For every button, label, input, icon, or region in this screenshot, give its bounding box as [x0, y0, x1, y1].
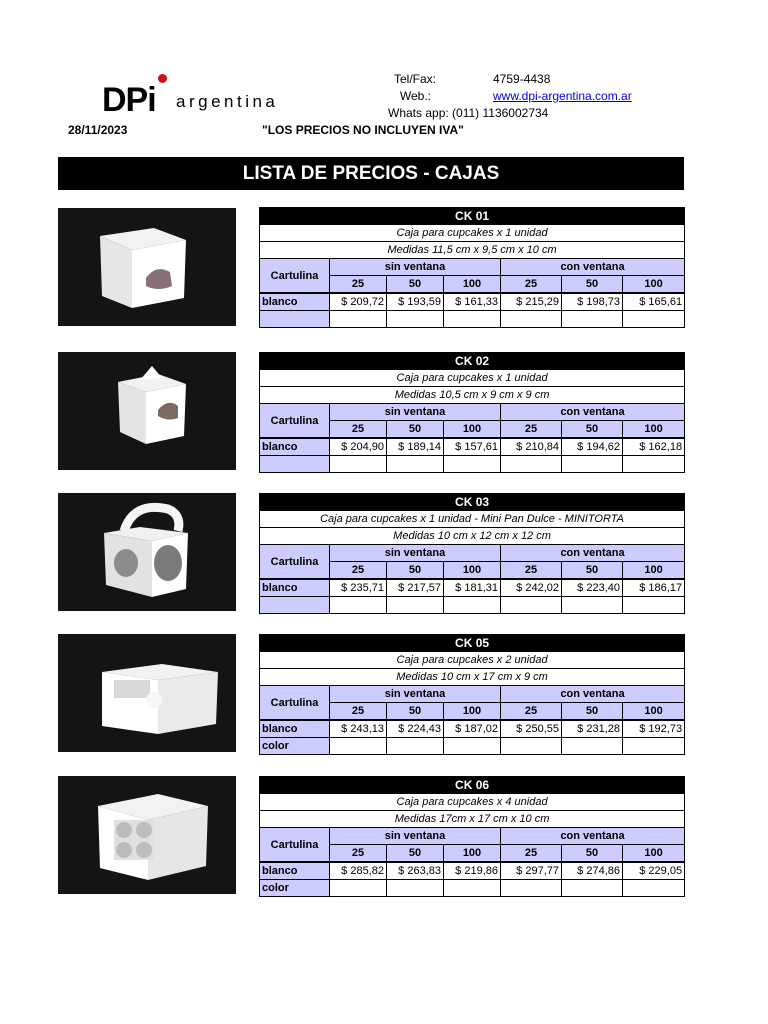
price-cell — [330, 311, 387, 328]
cartulina-header: Cartulina — [260, 404, 330, 439]
price-table-ck01 — [259, 207, 684, 328]
price-table-ck03 — [259, 493, 684, 614]
price-cell — [623, 456, 685, 473]
product-measures: Medidas 11,5 cm x 9,5 cm x 10 cm — [260, 242, 685, 259]
row-label — [260, 456, 330, 473]
logo-dpi: DPi — [102, 81, 156, 119]
qty-header: 50 — [387, 276, 444, 294]
qty-header: 100 — [444, 276, 501, 294]
table-row — [260, 862, 685, 880]
cartulina-header: Cartulina — [260, 259, 330, 294]
qty-header: 50 — [562, 421, 623, 439]
price-cell: $ 194,62 — [562, 438, 623, 456]
qty-header: 100 — [444, 562, 501, 580]
table-row — [260, 720, 685, 738]
price-cell — [623, 597, 685, 614]
price-cell — [387, 311, 444, 328]
price-cell: $ 231,28 — [562, 720, 623, 738]
price-cell — [330, 456, 387, 473]
price-cell — [444, 456, 501, 473]
qty-header: 100 — [623, 562, 685, 580]
price-cell: $ 161,33 — [444, 293, 501, 311]
price-cell — [444, 311, 501, 328]
price-cell — [501, 311, 562, 328]
whatsapp-text: Whats app: (011) 1136002734 — [388, 106, 549, 120]
price-cell — [623, 311, 685, 328]
product-code: CK 05 — [260, 635, 685, 652]
price-cell: $ 217,57 — [387, 579, 444, 597]
cartulina-header: Cartulina — [260, 545, 330, 580]
product-photo-ck05 — [58, 634, 236, 752]
price-cell — [330, 738, 387, 755]
qty-header: 50 — [562, 276, 623, 294]
qty-header: 50 — [562, 703, 623, 721]
tel-label: Tel/Fax: — [393, 72, 436, 86]
row-label — [260, 311, 330, 328]
price-cell: $ 187,02 — [444, 720, 501, 738]
con-ventana-header: con ventana — [501, 259, 685, 276]
price-cell — [501, 597, 562, 614]
price-cell — [501, 456, 562, 473]
table-row — [260, 311, 685, 328]
price-cell — [444, 738, 501, 755]
qty-header: 100 — [444, 421, 501, 439]
qty-header: 25 — [330, 421, 387, 439]
price-cell: $ 209,72 — [330, 293, 387, 311]
qty-header: 100 — [623, 703, 685, 721]
product-measures: Medidas 17cm x 17 cm x 10 cm — [260, 811, 685, 828]
price-cell: $ 263,83 — [387, 862, 444, 880]
price-cell: $ 204,90 — [330, 438, 387, 456]
table-row — [260, 456, 685, 473]
price-cell: $ 189,14 — [387, 438, 444, 456]
product-photo-ck02 — [58, 352, 236, 470]
price-cell: $ 285,82 — [330, 862, 387, 880]
price-cell: $ 229,05 — [623, 862, 685, 880]
price-cell: $ 223,40 — [562, 579, 623, 597]
sin-ventana-header: sin ventana — [330, 686, 501, 703]
row-label: blanco — [260, 862, 330, 880]
product-measures: Medidas 10,5 cm x 9 cm x 9 cm — [260, 387, 685, 404]
web-link[interactable]: www.dpi-argentina.com.ar — [493, 89, 632, 103]
price-cell — [562, 456, 623, 473]
sin-ventana-header: sin ventana — [330, 828, 501, 845]
tel-value: 4759-4438 — [493, 72, 551, 86]
logo-dot — [158, 74, 167, 83]
qty-header: 25 — [501, 845, 562, 863]
price-cell: $ 157,61 — [444, 438, 501, 456]
price-cell — [623, 880, 685, 897]
qty-header: 100 — [623, 276, 685, 294]
product-code: CK 03 — [260, 494, 685, 511]
price-cell — [623, 738, 685, 755]
qty-header: 50 — [387, 703, 444, 721]
row-label: color — [260, 738, 330, 755]
product-code: CK 06 — [260, 777, 685, 794]
cartulina-header: Cartulina — [260, 686, 330, 721]
price-cell: $ 210,84 — [501, 438, 562, 456]
price-cell: $ 198,73 — [562, 293, 623, 311]
price-cell — [387, 880, 444, 897]
row-label — [260, 597, 330, 614]
qty-header: 100 — [444, 845, 501, 863]
price-cell: $ 243,13 — [330, 720, 387, 738]
sin-ventana-header: sin ventana — [330, 404, 501, 421]
iva-notice: "LOS PRECIOS NO INCLUYEN IVA" — [262, 123, 464, 137]
qty-header: 50 — [562, 845, 623, 863]
sin-ventana-header: sin ventana — [330, 545, 501, 562]
qty-header: 50 — [562, 562, 623, 580]
price-cell — [387, 738, 444, 755]
product-photo-ck03 — [58, 493, 236, 611]
product-photo-ck06 — [58, 776, 236, 894]
price-cell: $ 215,29 — [501, 293, 562, 311]
date: 28/11/2023 — [68, 123, 128, 137]
cartulina-header: Cartulina — [260, 828, 330, 863]
price-cell — [387, 597, 444, 614]
price-cell: $ 274,86 — [562, 862, 623, 880]
product-description: Caja para cupcakes x 1 unidad - Mini Pan Dulce - MINITORTA — [260, 511, 685, 528]
qty-header: 25 — [330, 276, 387, 294]
price-cell — [330, 597, 387, 614]
price-cell — [562, 311, 623, 328]
price-cell — [501, 738, 562, 755]
product-measures: Medidas 10 cm x 17 cm x 9 cm — [260, 669, 685, 686]
qty-header: 100 — [623, 421, 685, 439]
table-row — [260, 880, 685, 897]
price-cell — [330, 880, 387, 897]
price-cell: $ 181,31 — [444, 579, 501, 597]
price-cell — [444, 880, 501, 897]
row-label: blanco — [260, 293, 330, 311]
con-ventana-header: con ventana — [501, 686, 685, 703]
table-row — [260, 738, 685, 755]
table-row — [260, 579, 685, 597]
qty-header: 50 — [387, 562, 444, 580]
product-description: Caja para cupcakes x 4 unidad — [260, 794, 685, 811]
qty-header: 25 — [330, 845, 387, 863]
qty-header: 50 — [387, 421, 444, 439]
page-title: LISTA DE PRECIOS - CAJAS — [58, 157, 684, 190]
price-cell — [444, 597, 501, 614]
con-ventana-header: con ventana — [501, 545, 685, 562]
price-cell — [387, 456, 444, 473]
qty-header: 25 — [501, 421, 562, 439]
price-cell: $ 250,55 — [501, 720, 562, 738]
price-table-ck06 — [259, 776, 684, 897]
price-cell: $ 219,86 — [444, 862, 501, 880]
qty-header: 50 — [387, 845, 444, 863]
price-cell: $ 242,02 — [501, 579, 562, 597]
logo-argentina: argentina — [176, 92, 279, 111]
web-label: Web.: — [399, 89, 431, 103]
qty-header: 25 — [330, 562, 387, 580]
table-row — [260, 438, 685, 456]
price-cell: $ 186,17 — [623, 579, 685, 597]
qty-header: 25 — [501, 703, 562, 721]
price-cell: $ 224,43 — [387, 720, 444, 738]
price-cell: $ 162,18 — [623, 438, 685, 456]
sin-ventana-header: sin ventana — [330, 259, 501, 276]
con-ventana-header: con ventana — [501, 828, 685, 845]
con-ventana-header: con ventana — [501, 404, 685, 421]
product-code: CK 01 — [260, 208, 685, 225]
price-cell: $ 193,59 — [387, 293, 444, 311]
table-row — [260, 597, 685, 614]
price-cell: $ 235,71 — [330, 579, 387, 597]
product-code: CK 02 — [260, 353, 685, 370]
price-cell — [562, 738, 623, 755]
price-table-ck02 — [259, 352, 684, 473]
row-label: blanco — [260, 579, 330, 597]
price-cell — [562, 880, 623, 897]
qty-header: 100 — [444, 703, 501, 721]
product-description: Caja para cupcakes x 2 unidad — [260, 652, 685, 669]
qty-header: 25 — [501, 276, 562, 294]
product-description: Caja para cupcakes x 1 unidad — [260, 370, 685, 387]
product-photo-ck01 — [58, 208, 236, 326]
qty-header: 100 — [623, 845, 685, 863]
price-cell: $ 297,77 — [501, 862, 562, 880]
row-label: color — [260, 880, 330, 897]
price-table-ck05 — [259, 634, 684, 755]
price-cell — [562, 597, 623, 614]
product-measures: Medidas 10 cm x 12 cm x 12 cm — [260, 528, 685, 545]
price-cell: $ 192,73 — [623, 720, 685, 738]
price-cell: $ 165,61 — [623, 293, 685, 311]
price-cell — [501, 880, 562, 897]
table-row — [260, 293, 685, 311]
product-description: Caja para cupcakes x 1 unidad — [260, 225, 685, 242]
qty-header: 25 — [501, 562, 562, 580]
row-label: blanco — [260, 438, 330, 456]
qty-header: 25 — [330, 703, 387, 721]
row-label: blanco — [260, 720, 330, 738]
